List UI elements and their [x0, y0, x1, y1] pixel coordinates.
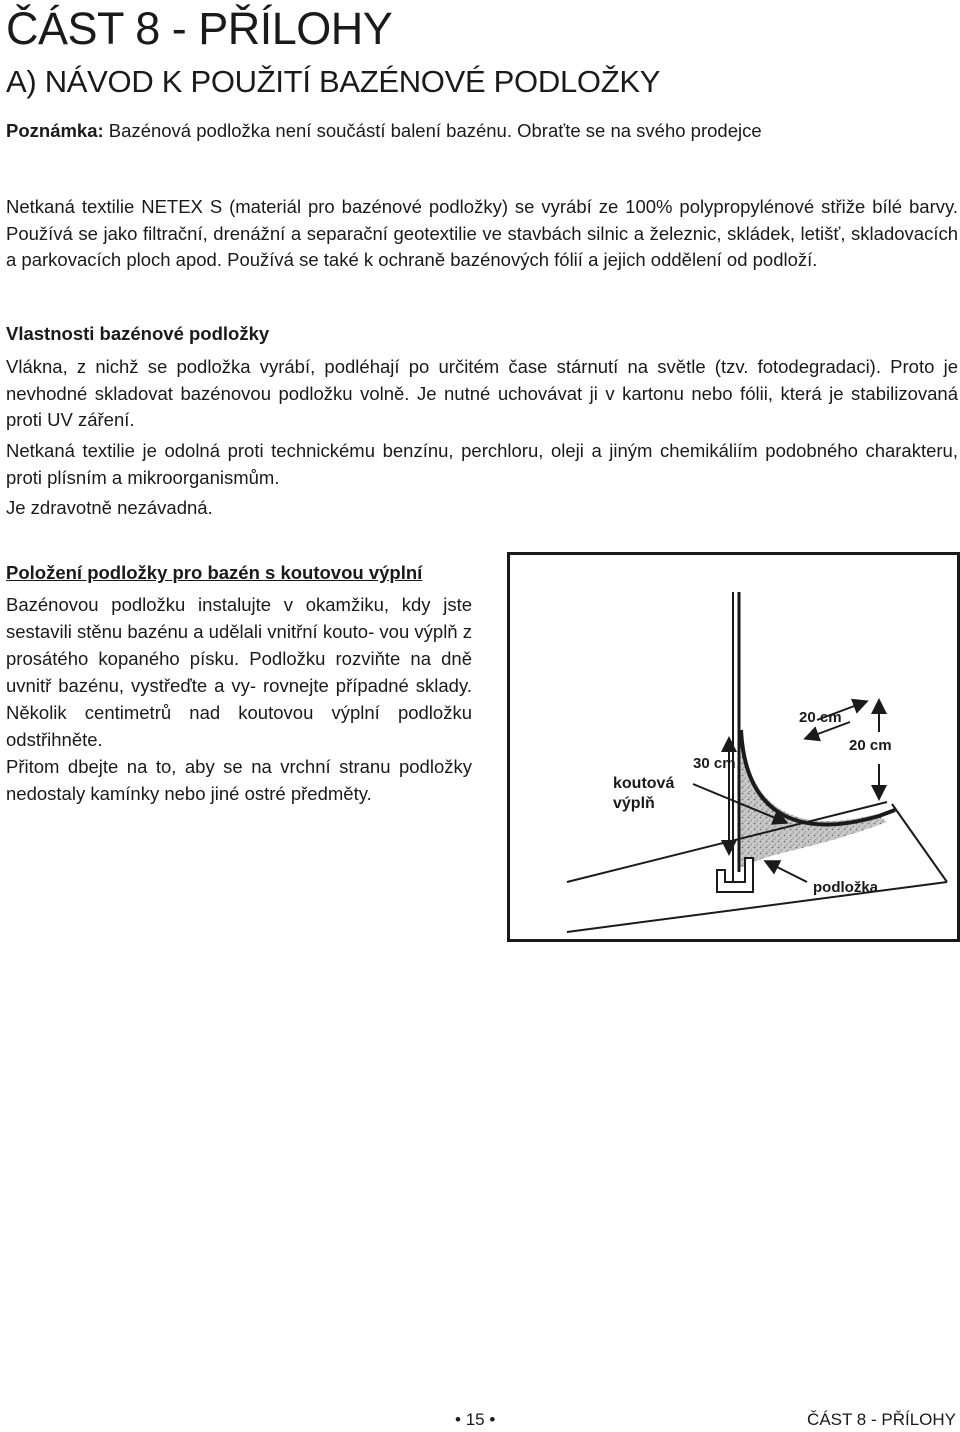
properties-heading: Vlastnosti bazénové podložky — [6, 323, 270, 344]
label-30cm: 30 cm — [693, 755, 736, 772]
note-label: Poznámka: — [6, 120, 104, 141]
footer-section: ČÁST 8 - PŘÍLOHY — [807, 1410, 956, 1429]
page-number-value: 15 — [465, 1410, 485, 1429]
placement-heading: Položení podložky pro bazén s koutovou výplní — [6, 562, 423, 583]
label-20cm-b: 20 cm — [849, 737, 892, 754]
pool-cove-diagram — [507, 552, 960, 942]
placement-paragraph-2: Přitom dbejte na to, aby se na vrchní stranu podložky nedostaly kamínky nebo jiné ostré předměty. — [6, 756, 472, 804]
label-20cm-a: 20 cm — [799, 709, 842, 726]
note-paragraph — [6, 118, 958, 145]
properties-paragraph-1: Vlákna, z nichž se podložka vyrábí, podléhají po určitém čase stárnutí na světle (tzv. fotodegradaci). Proto je nevhodné skladovat bazénovou podložku volně. Je nutné uchovávat ji v kartonu nebo fólii, která je stabilizovaná proti UV záření. — [6, 356, 958, 430]
label-cove-1: koutová — [613, 775, 675, 792]
properties-paragraph-3: Je zdravotně nezávadná. — [6, 497, 213, 518]
page-title: ČÁST 8 - PŘÍLOHY — [6, 3, 393, 54]
page-number: • 15 • — [455, 1410, 496, 1429]
intro-paragraph: Netkaná textilie NETEX S (materiál pro bazénové podložky) se vyrábí ze 100% polypropylénové střiže bílé barvy. Používá se jako filtrační, drenážní a separační geotextilie ve stavbách silnic a železnic, skládek, letišť, skladovacích a parkovacích ploch apod. Používá se také k ochraně bazénových fólií a jejich oddělení od podloží. — [6, 196, 958, 270]
note-text: Bazénová podložka není součástí balení bazénu. Obraťte se na svého prodejce — [103, 120, 762, 141]
placement-paragraph-1: Bazénovou podložku instalujte v okamžiku, kdy jste sestavili stěnu bazénu a udělali vnitřní kouto- vou výplň z prosátého kopaného písku. Podložku rozviňte na dně uvnitř bazénu, vystřeďte a vy- rovnejte případné sklady. Několik centimetrů nad koutovou výplní podložku odstřihněte. — [6, 594, 472, 750]
label-underlay: podložka — [813, 879, 879, 896]
properties-paragraph-2: Netkaná textilie je odolná proti technickému benzínu, perchloru, oleji a jiným chemikáliím podobného charakteru, proti plísním a mikroorganismům. — [6, 440, 958, 488]
label-cove-2: výplň — [613, 795, 655, 812]
section-title: A) NÁVOD K POUŽITÍ BAZÉNOVÉ PODLOŽKY — [6, 64, 661, 99]
